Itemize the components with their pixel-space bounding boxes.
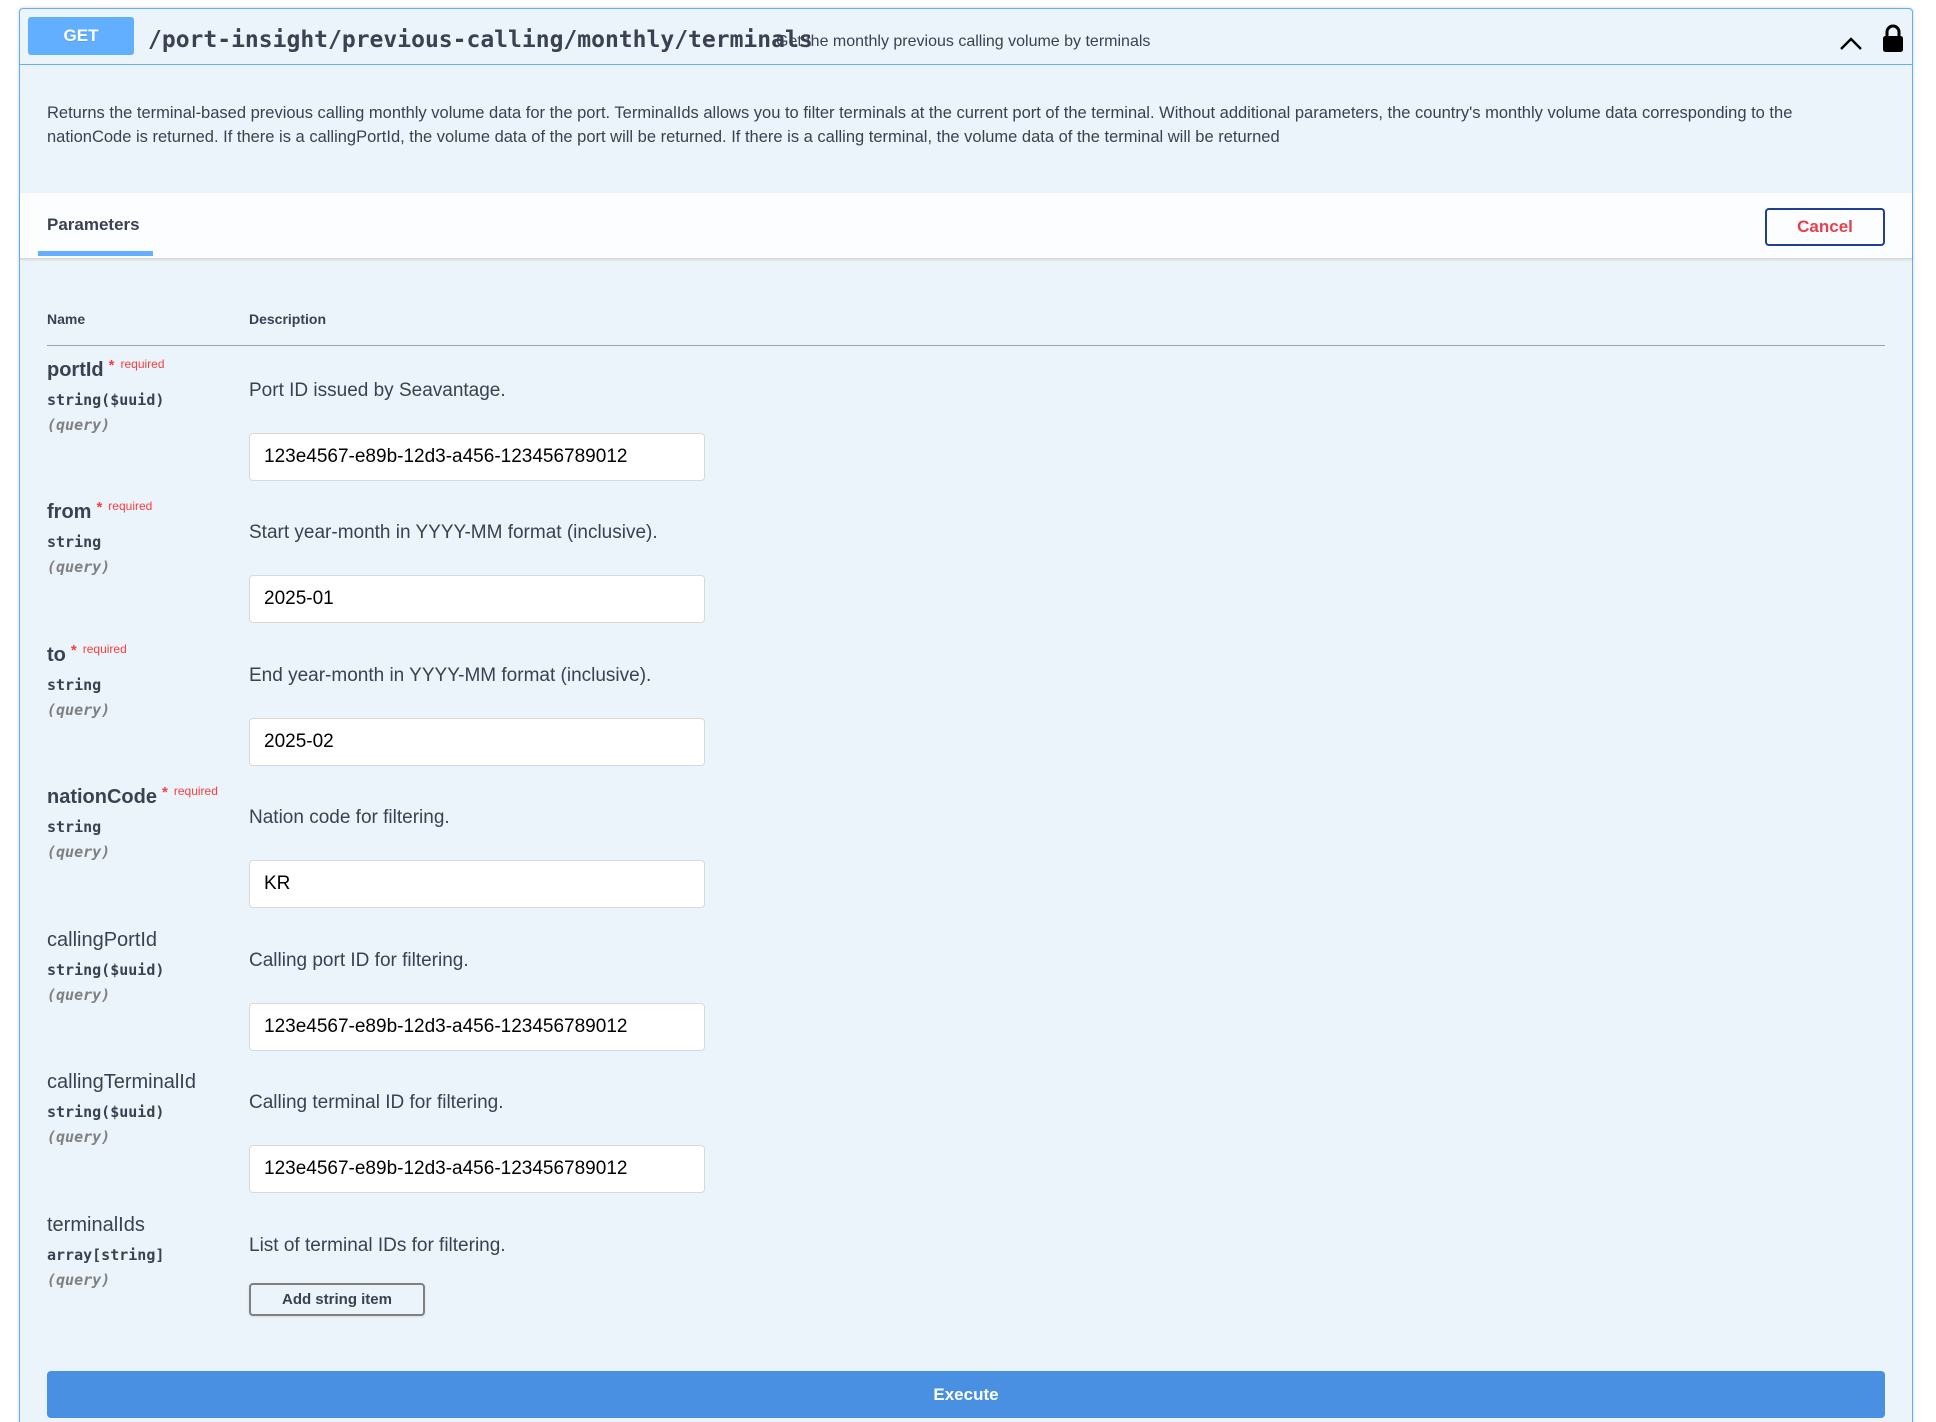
from-input[interactable] [249, 575, 705, 623]
param-description: Nation code for filtering. [249, 807, 450, 828]
param-name: callingTerminalId [47, 1071, 196, 1093]
param-location: (query) [47, 558, 111, 576]
cancel-button[interactable]: Cancel [1765, 208, 1885, 246]
param-row-callingTerminalId [47, 1071, 1885, 1201]
param-description: Start year-month in YYYY-MM format (inclusive). [249, 522, 658, 543]
param-type: string [47, 533, 102, 551]
param-location: (query) [47, 416, 111, 434]
chevron-up-icon[interactable] [1836, 29, 1866, 59]
param-type: string($uuid) [47, 1103, 165, 1121]
http-method-badge: GET [28, 17, 134, 55]
param-name: callingPortId [47, 929, 158, 951]
param-row-portId [47, 359, 1885, 489]
param-name: nationCode * $^{required}$ [47, 784, 218, 808]
tab-active-indicator [38, 251, 153, 256]
param-name: to * $^{required}$ [47, 642, 127, 666]
param-type: string [47, 818, 102, 836]
param-row-nationCode [47, 786, 1885, 916]
param-type: string($uuid) [47, 391, 165, 409]
param-type: string [47, 676, 102, 694]
param-location: (query) [47, 701, 111, 719]
param-name: terminalIds [47, 1214, 145, 1236]
param-location: (query) [47, 1128, 111, 1146]
param-row-terminalIds [47, 1214, 1885, 1344]
description-column-header: Description [249, 311, 327, 327]
operation-block [19, 8, 1913, 1422]
param-description: Calling terminal ID for filtering. [249, 1092, 504, 1113]
param-row-callingPortId [47, 929, 1885, 1059]
callingTerminalId-input[interactable] [249, 1145, 705, 1193]
param-name: portId * $^{required}$ [47, 357, 165, 381]
operation-summary[interactable] [20, 9, 1912, 65]
param-location: (query) [47, 986, 111, 1004]
callingPortId-input[interactable] [249, 1003, 705, 1051]
param-description: End year-month in YYYY-MM format (inclusive). [249, 665, 652, 686]
to-input[interactable] [249, 718, 705, 766]
lock-icon[interactable] [1880, 23, 1906, 53]
add-string-item-button[interactable]: Add string item [249, 1283, 425, 1316]
endpoint-path: /port-insight/previous-calling/monthly/terminals [148, 27, 813, 53]
header-divider [47, 345, 1885, 346]
tab-parameters[interactable]: Parameters [47, 215, 140, 234]
param-description: List of terminal IDs for filtering. [249, 1235, 506, 1256]
portId-input[interactable] [249, 433, 705, 481]
param-type: string($uuid) [47, 961, 165, 979]
endpoint-summary: Get the monthly previous calling volume by terminals [776, 33, 1151, 50]
param-location: (query) [47, 843, 111, 861]
param-row-to [47, 644, 1885, 774]
param-row-from [47, 501, 1885, 631]
param-type: array[string] [47, 1246, 165, 1264]
param-name: from * $^{required}$ [47, 499, 153, 523]
name-column-header: Name [47, 311, 86, 327]
endpoint-description: Returns the terminal-based previous calling monthly volume data for the port. TerminalIds allows you to filter terminals at the current port of the terminal. Without additional parameters, the country's monthly volume data corresponding to the nationCode is returned. If there is a callingPortId, the volume data of the port will be returned. If there is a calling terminal, the volume data of the terminal will be returned [47, 104, 1793, 146]
param-location: (query) [47, 1271, 111, 1289]
nationCode-input[interactable] [249, 860, 705, 908]
execute-button[interactable]: Execute [47, 1371, 1885, 1418]
param-description: Calling port ID for filtering. [249, 950, 469, 971]
parameters-tab-header [20, 193, 1912, 259]
param-description: Port ID issued by Seavantage. [249, 380, 506, 401]
